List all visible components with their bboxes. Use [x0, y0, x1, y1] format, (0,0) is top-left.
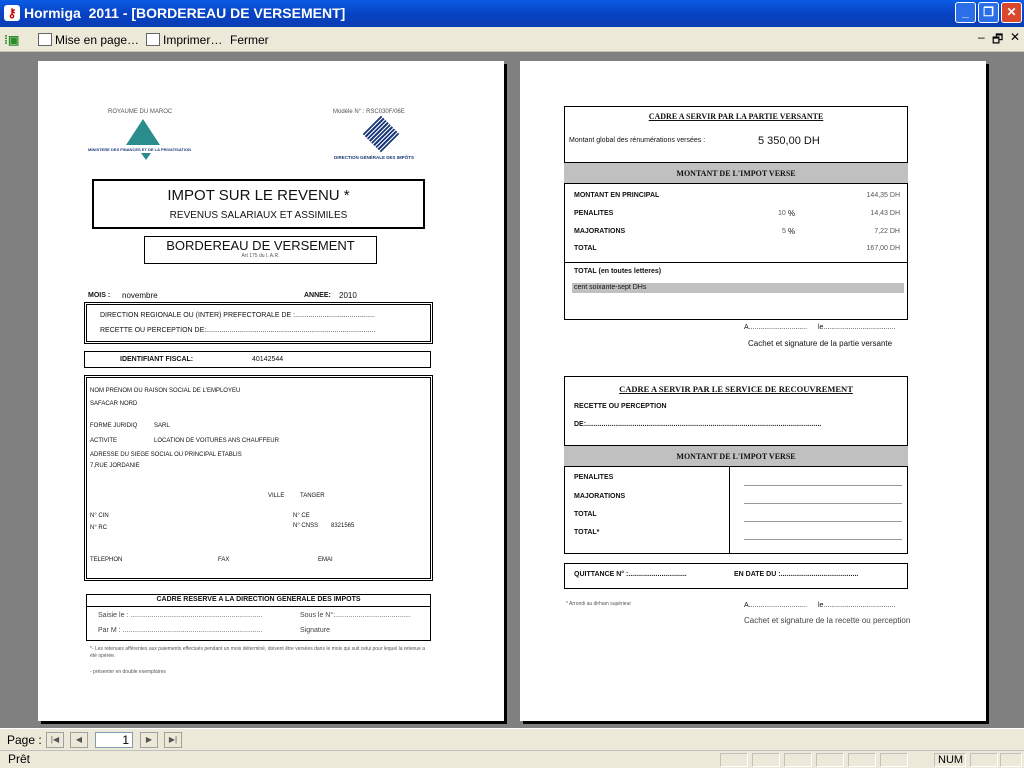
ministry-logo-arrow-icon [141, 153, 151, 160]
penalites-label: PENALITES [574, 210, 614, 217]
close-button[interactable]: ✕ [1001, 2, 1022, 23]
principal-label: MONTANT EN PRINCIPAL [574, 192, 660, 199]
email-label: EMAI [318, 557, 333, 563]
status-panel [848, 753, 876, 767]
signature-label: Signature [300, 627, 330, 634]
total-label: TOTAL [574, 245, 597, 252]
mois-label: MOIS : [88, 292, 111, 299]
majorations-value: 7,22 DH [874, 228, 900, 235]
cadre-dgi-divider [86, 606, 431, 607]
penalites-pct-sign: % [788, 209, 796, 218]
ville-label: VILLE [268, 493, 285, 499]
status-panel [784, 753, 812, 767]
close-preview-button[interactable]: Fermer [230, 33, 269, 47]
totalstar-label: TOTAL* [574, 529, 600, 536]
ministere-label: MINISTERE DES FINANCES ET DE LA PRIVATISATION [88, 147, 191, 152]
title-bar [0, 0, 1024, 27]
window-title: Hormiga 2011 - [BORDEREAU DE VERSEMENT] [24, 5, 346, 21]
num-lock-indicator: NUM [934, 753, 966, 767]
majorations2-label: MAJORATIONS [574, 493, 626, 500]
toolbar-grip-icon[interactable]: ⁞▣ [4, 33, 20, 47]
majorations-pct: 5 [782, 228, 786, 235]
saisie-label: Saisie le : .................................................................... [98, 612, 263, 619]
dgi-label: DIRECTION GÉNÉRALE DES IMPÔTS [334, 155, 415, 160]
status-panel [752, 753, 780, 767]
arrondi-note: * Arrondi au dirham supérieur [566, 601, 632, 607]
ce-label: N° CE [293, 513, 310, 519]
cadre-dgi-title: CADRE RESERVE A LA DIRECTION GENERALE DES IMPOTS [156, 596, 361, 603]
forme-value: SARL [154, 423, 170, 429]
print-button[interactable] [146, 31, 222, 49]
le-label-1: le..................................... [818, 324, 896, 331]
page-setup-label: Mise en page… [55, 33, 140, 47]
montant-global-label: Montant global des rénumérations versées : [569, 137, 706, 144]
annee-value: 2010 [339, 291, 357, 300]
penalites-pct: 10 [778, 210, 786, 217]
cadre-versante-title: CADRE A SERVIR PAR LA PARTIE VERSANTE [648, 112, 824, 121]
status-panel [816, 753, 844, 767]
page-setup-icon [38, 33, 52, 46]
cachet-versante: Cachet et signature de la partie versante [748, 339, 893, 348]
recette-label: RECETTE OU PERCEPTION DE:....................................................................................... [100, 327, 376, 334]
footnote-1: *- Les retenues afférentes aux paiements effectués pendant un mois déterminé, doivent être versées dans le mois qui suit celui pour lequel la retenue a été opérée. [90, 646, 426, 659]
title-revenus: REVENUS SALARIAUX ET ASSIMILES [169, 210, 348, 221]
recouvrement-divider [729, 467, 730, 554]
a-label-2: A.............................. [744, 602, 808, 609]
employer-value: SAFACAR NORD [90, 401, 138, 407]
cin-label: N° CIN [90, 513, 109, 519]
activite-value: LOCATION DE VOITURES ANS CHAUFFEUR [154, 438, 279, 444]
a-label-1: A.............................. [744, 324, 808, 331]
status-panel [720, 753, 748, 767]
mdi-minimize-button[interactable]: – [978, 30, 985, 44]
total2-label: TOTAL [574, 511, 597, 518]
report-preview-area[interactable] [0, 53, 1024, 728]
page-label: Page : [7, 733, 42, 747]
dgi-logo-icon [363, 116, 400, 153]
ville-value: TANGER [300, 493, 325, 499]
modele-label: Modèle N° : RSC030F/06E [333, 109, 405, 115]
fax-label: FAX [218, 557, 230, 563]
printer-icon [146, 33, 160, 46]
le-label-2: le..................................... [818, 602, 896, 609]
impot-header-title-2: MONTANT DE L'IMPOT VERSE [676, 452, 796, 461]
bordereau-title: BORDEREAU DE VERSEMENT [166, 238, 355, 253]
total-lettres-value: cent soixante-sept DHs [572, 283, 904, 293]
direction-frame [84, 302, 433, 344]
telephone-label: TELEPHON [90, 557, 123, 563]
principal-value: 144,35 DH [866, 192, 900, 199]
recette-perception-label: RECETTE OU PERCEPTION [574, 403, 667, 410]
adresse-value: 7,RUE JORDANIE [90, 463, 140, 469]
sous-label: Sous le N°:....................................... [300, 612, 411, 619]
fill-line [744, 485, 902, 486]
next-page-button[interactable]: ▶ [140, 732, 158, 748]
right-report-page [520, 61, 986, 721]
mois-value: novembre [122, 291, 158, 300]
en-date-label: EN DATE DU :........................................ [734, 571, 859, 578]
quittance-label: QUITTANCE N° :.............................. [574, 571, 687, 578]
majorations-label: MAJORATIONS [574, 228, 626, 235]
cadre-recouvrement-title: CADRE A SERVIR PAR LE SERVICE DE RECOUVREMENT [619, 384, 853, 394]
identifiant-value: 40142544 [252, 356, 284, 363]
cnss-label: N° CNSS [293, 523, 319, 529]
minimize-button[interactable]: _ [955, 2, 976, 23]
first-page-button[interactable]: |◀ [46, 732, 64, 748]
record-navigation-bar [0, 728, 1024, 750]
status-bar [0, 750, 1024, 768]
activite-label: ACTIVITE [90, 438, 118, 444]
previous-page-button[interactable]: ◀ [70, 732, 88, 748]
page-number-input[interactable]: 1 [95, 732, 133, 748]
impot-header-title: MONTANT DE L'IMPOT VERSE [676, 169, 796, 178]
last-page-button[interactable]: ▶| [164, 732, 182, 748]
cachet-recette: Cachet et signature de la recette ou perception [744, 616, 911, 625]
access-app-icon[interactable]: ⚷ [4, 5, 20, 21]
penalites-value: 14,43 DH [870, 210, 900, 217]
rc-label: N° RC [90, 525, 108, 531]
fill-line [744, 539, 902, 540]
toolbar [0, 27, 1024, 52]
forme-label: FORME JURIDIQ [90, 423, 138, 429]
montant-global-value: 5 350,00 DH [758, 135, 820, 147]
page-setup-button[interactable] [38, 31, 139, 49]
total-lettres-label: TOTAL (en toutes letteres) [574, 268, 662, 275]
article-ref: Art 175 du I. A.R. [241, 253, 280, 259]
restore-button[interactable]: ❐ [978, 2, 999, 23]
mdi-close-button[interactable]: ✕ [1010, 30, 1021, 44]
left-report-page [38, 61, 504, 721]
mdi-restore-button[interactable]: 🗗 [992, 32, 1004, 46]
ministry-logo-icon [126, 119, 160, 145]
annee-label: ANNEE: [304, 292, 331, 299]
status-text: Prêt [8, 752, 31, 766]
fill-line [744, 503, 902, 504]
royaume-label: ROYAUME DU MAROC [108, 109, 173, 115]
employer-label: NOM PRENOM OU RAISON SOCIAL DE L'EMPLOYEU [90, 388, 241, 394]
identifiant-label: IDENTIFIANT FISCAL: [120, 356, 194, 363]
print-label: Imprimer… [163, 33, 223, 47]
direction-label: DIRECTION REGIONALE OU (INTER) PREFECTORALE DE :......................................... [100, 312, 375, 319]
title-impot: IMPOT SUR LE REVENU * [167, 187, 350, 204]
penalites2-label: PENALITES [574, 474, 614, 481]
status-panel [1000, 753, 1022, 767]
majorations-pct-sign: % [788, 227, 796, 236]
cnss-value: 8321565 [331, 523, 355, 529]
parm-label: Par M : ........................................................................ [98, 627, 263, 634]
de-label: DE:......................................................................................................................... [574, 421, 822, 428]
total-value: 167,00 DH [866, 245, 900, 252]
total-divider [564, 262, 908, 263]
adresse-label: ADRESSE DU SIEGE SOCIAL OU PRINCIPAL ETABLIS [90, 452, 242, 458]
status-panel [880, 753, 908, 767]
status-panel [970, 753, 998, 767]
fill-line [744, 521, 902, 522]
footnote-2: - présenter en double exemplaires [90, 669, 166, 675]
